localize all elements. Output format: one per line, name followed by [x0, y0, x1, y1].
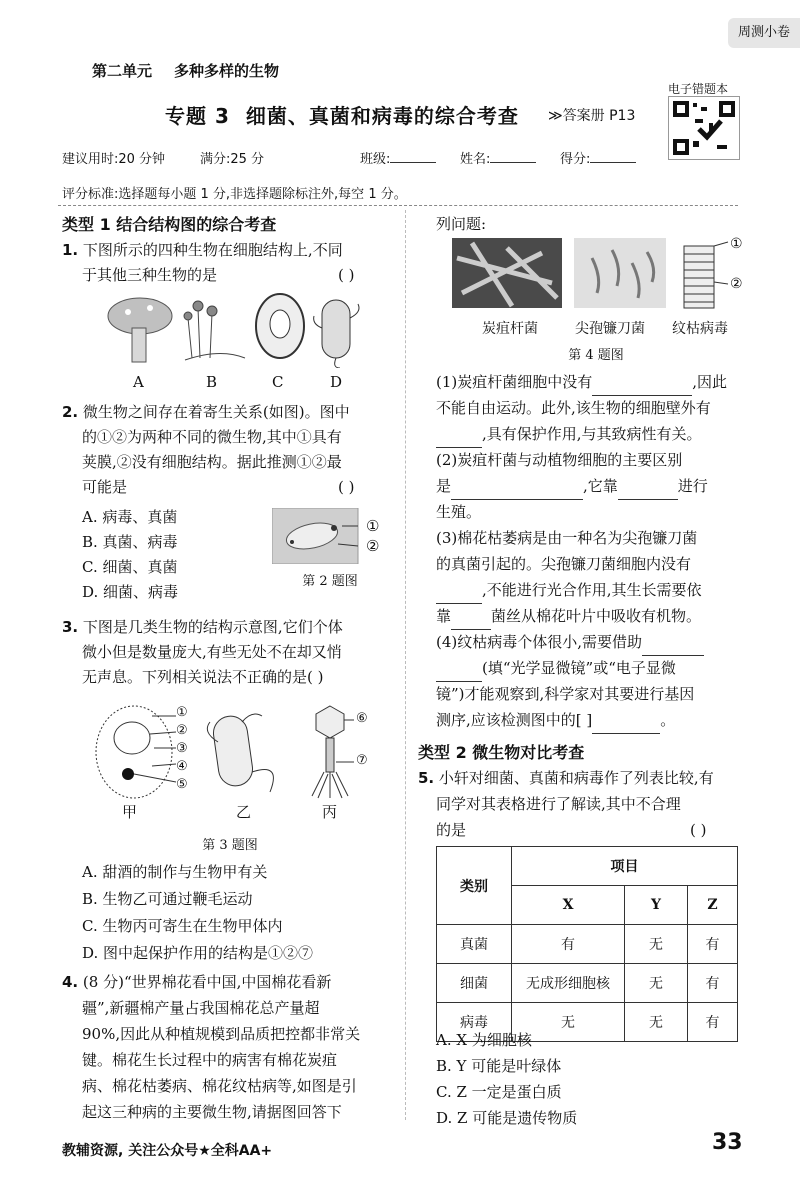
q4-mark-1: ①	[730, 236, 743, 252]
q4-p3-text3: 菌丝从棉花叶片中吸收有机物。	[491, 607, 702, 625]
table-cell: 病毒	[437, 1003, 512, 1042]
column-divider	[405, 210, 406, 1120]
q4-line6: 起这三种病的主要微生物,请据图回答下	[82, 1103, 342, 1121]
q4-p3-line2: 的真菌引起的。尖孢镰刀菌细胞内没有	[436, 555, 692, 573]
table-cell: 有	[688, 1003, 738, 1042]
q4-label-virus: 纹枯病毒	[672, 321, 728, 337]
answer-reference: ≫答案册 P13	[548, 108, 636, 124]
q2-line4: 可能是	[82, 478, 128, 496]
q4-microbes-figure	[452, 238, 742, 310]
q4-p1-text3: ,具有保护作用,与其致病性有关。	[482, 425, 702, 443]
mold-icon	[184, 301, 245, 360]
q1-label-d[interactable]: D	[330, 373, 343, 391]
class-blank[interactable]	[390, 148, 436, 163]
q4-caption: 第 4 题图	[568, 348, 624, 363]
q5-line3: 的是	[436, 821, 467, 839]
type2-heading: 类型 2 微生物对比考查	[418, 743, 585, 762]
q2-number: 2.	[62, 403, 79, 421]
q4-p2-text1: 是	[436, 477, 452, 495]
q5-line2: 同学对其表格进行了解读,其中不合理	[436, 795, 681, 813]
table-cell: 无成形细胞核	[512, 964, 625, 1003]
q4-blank-4[interactable]	[618, 474, 678, 500]
q4-p2-text3: 进行	[677, 477, 708, 495]
q3-number: 3.	[62, 618, 79, 636]
table-cell: 无	[512, 1003, 625, 1042]
q4-line2: 疆”,新疆棉产量占我国棉花总产量超	[82, 999, 320, 1017]
q3-option-d[interactable]: D. 图中起保护作用的结构是①②⑦	[82, 944, 314, 962]
table-cell: 有	[688, 964, 738, 1003]
class-field[interactable]	[360, 148, 436, 167]
q4-p4-text3: 测序,应该检测图中的[ ]	[436, 711, 593, 729]
q3-mark-4: ④	[176, 759, 188, 774]
score-label: 得分:	[560, 152, 591, 167]
q1-line1	[62, 238, 343, 263]
q3-caption: 第 3 题图	[202, 838, 258, 853]
table-header-row	[437, 847, 738, 886]
table-cell: 无	[625, 1003, 688, 1042]
yeast-cell-icon	[256, 294, 304, 358]
q1-label-a[interactable]: A	[133, 373, 144, 391]
q2-option-b[interactable]: B. 真菌、病毒	[82, 533, 178, 551]
qr-label: 电子错题本	[668, 82, 729, 96]
q3-name-yi: 乙	[236, 803, 252, 821]
q4-blank-1[interactable]	[592, 370, 692, 396]
q4-p4-text4: 。	[660, 711, 676, 729]
q4-text1: (8 分)“世界棉花看中国,中国棉花看新	[82, 973, 332, 991]
q4-label-anthrax: 炭疽杆菌	[482, 321, 538, 337]
q3-mark-2: ②	[176, 723, 188, 738]
q4-p2-line1: (2)炭疽杆菌与动植物细胞的主要区别	[436, 451, 683, 469]
q2-line3: 荚膜,②没有细胞结构。据此推测①②最	[82, 453, 342, 471]
q4-line3: 90%,因此从种植规模到品质把控都非常关	[82, 1025, 361, 1043]
anthrax-bacillus-icon	[452, 238, 562, 308]
q4-line4: 键。棉花生长过程中的病害有棉花炭疽	[82, 1051, 338, 1069]
suggested-time: 建议用时:20 分钟	[62, 152, 166, 167]
q2-caption: 第 2 题图	[302, 574, 358, 589]
q4-p2-line2	[436, 474, 708, 500]
unit-number: 第二单元	[92, 62, 153, 80]
fusarium-icon	[574, 238, 666, 308]
page-number: 33	[712, 1130, 743, 1155]
q5-comparison-table	[436, 846, 738, 1042]
q3-mark-5: ⑤	[176, 777, 188, 792]
footer-text: 教辅资源, 关注公众号★全科AA+	[62, 1143, 273, 1159]
table-cell: 有	[688, 925, 738, 964]
q5-text1: 小轩对细菌、真菌和病毒作了列表比较,有	[438, 769, 714, 787]
page-title	[165, 100, 519, 129]
q4-p4-line1	[436, 630, 704, 656]
table-cell: 有	[512, 925, 625, 964]
q2-mark-1: ①	[366, 517, 380, 535]
q5-option-a[interactable]: A. X 为细胞核	[436, 1031, 532, 1049]
q3-option-a[interactable]: A. 甜酒的制作与生物甲有关	[82, 863, 268, 881]
table-header-category: 类别	[437, 847, 512, 925]
unit-heading	[92, 60, 301, 81]
q3-mark-6: ⑥	[356, 711, 368, 726]
q4-label-fusarium: 尖孢镰刀菌	[575, 321, 645, 337]
score-field[interactable]	[560, 148, 636, 167]
table-col-y: Y	[625, 886, 688, 925]
q2-micrograph	[272, 508, 372, 564]
full-score: 满分:25 分	[200, 152, 265, 167]
bacterium-icon	[314, 300, 359, 368]
yeast-structure-icon	[96, 706, 172, 798]
score-blank[interactable]	[590, 148, 636, 163]
q4-blank-3[interactable]	[451, 474, 583, 500]
q3-option-b[interactable]: B. 生物乙可通过鞭毛运动	[82, 890, 253, 908]
q3-structures-figure	[92, 702, 382, 802]
header-divider	[58, 205, 738, 206]
phage-structure-icon	[312, 706, 348, 798]
q4-line1	[62, 970, 331, 995]
table-cell: 无	[625, 964, 688, 1003]
q1-line2: 于其他三种生物的是	[82, 266, 218, 284]
q5-line1	[418, 766, 714, 791]
q3-mark-3: ③	[176, 741, 188, 756]
q4-p3-line3	[436, 578, 702, 604]
q4-p1-line3	[436, 422, 702, 448]
topic-number: 专题 3	[165, 104, 230, 128]
table-cell: 真菌	[437, 925, 512, 964]
q4-p3-text1: ,不能进行光合作用,其生长需要依	[482, 581, 702, 599]
scoring-standard: 评分标准:选择题每小题 1 分,非选择题除标注外,每空 1 分。	[62, 187, 407, 202]
q3-text1: 下图是几类生物的结构示意图,它们个体	[82, 618, 343, 636]
q4-blank-2[interactable]	[436, 422, 482, 448]
q4-p3-line4	[436, 604, 701, 630]
q3-option-c[interactable]: C. 生物丙可寄生在生物甲体内	[82, 917, 283, 935]
q2-option-d[interactable]: D. 细菌、病毒	[82, 583, 179, 601]
q4-number: 4.	[62, 973, 79, 991]
q1-text1: 下图所示的四种生物在细胞结构上,不同	[82, 241, 343, 259]
table-col-z: Z	[688, 886, 738, 925]
q5-option-d[interactable]: D. Z 可能是遗传物质	[436, 1109, 578, 1127]
class-label: 班级:	[360, 152, 391, 167]
table-header-item: 项目	[512, 847, 738, 886]
table-row	[437, 925, 738, 964]
q1-answer-paren[interactable]: ( )	[338, 266, 355, 284]
q5-answer-paren[interactable]: ( )	[690, 821, 707, 839]
q2-option-a[interactable]: A. 病毒、真菌	[82, 508, 178, 526]
q5-number: 5.	[418, 769, 435, 787]
q2-mark-2: ②	[366, 537, 380, 555]
topic-title: 细菌、真菌和病毒的综合考查	[245, 104, 519, 128]
q1-label-b[interactable]: B	[206, 373, 218, 391]
q4-blank-7[interactable]	[642, 630, 704, 656]
q4-blank-9[interactable]	[592, 708, 660, 734]
q2-answer-paren[interactable]: ( )	[338, 478, 355, 496]
type1-heading: 类型 1 结合结构图的综合考查	[62, 215, 277, 234]
q4-p4-line4	[436, 708, 675, 734]
table-row	[437, 964, 738, 1003]
mushroom-icon	[108, 298, 172, 362]
q4-blank-8[interactable]	[436, 656, 482, 682]
q1-number: 1.	[62, 241, 79, 259]
q4-p2-line3: 生殖。	[436, 503, 482, 521]
q4-continued: 列问题:	[436, 215, 487, 233]
q5-option-b[interactable]: B. Y 可能是叶绿体	[436, 1057, 562, 1075]
q3-name-bing: 丙	[322, 803, 338, 821]
q4-p4-line3: 镜”)才能观察到,科学家对其要进行基因	[436, 685, 695, 703]
q2-text1: 微生物之间存在着寄生关系(如图)。图中	[82, 403, 350, 421]
name-label: 姓名:	[460, 152, 491, 167]
weekly-quiz-tag: 周测小卷	[728, 18, 800, 48]
q3-line1	[62, 615, 343, 640]
q2-line2: 的①②为两种不同的微生物,其中①具有	[82, 428, 342, 446]
table-cell: 细菌	[437, 964, 512, 1003]
q4-mark-2: ②	[730, 276, 743, 292]
unit-title: 多种多样的生物	[174, 62, 280, 80]
name-field[interactable]	[460, 148, 536, 167]
q4-p2-text2: ,它靠	[583, 477, 618, 495]
q4-p3-line1: (3)棉花枯萎病是由一种名为尖孢镰刀菌	[436, 529, 698, 547]
bacterium-structure-icon	[207, 714, 273, 792]
q1-label-c[interactable]: C	[272, 373, 284, 391]
q2-line1	[62, 400, 350, 425]
q4-p4-line2	[436, 656, 676, 682]
virus-icon	[684, 242, 728, 308]
q1-organisms-figure	[100, 288, 370, 368]
q3-mark-1: ①	[176, 705, 188, 720]
q3-name-jia: 甲	[122, 803, 138, 821]
name-blank[interactable]	[490, 148, 536, 163]
q3-line3: 无声息。下列相关说法不正确的是( )	[82, 668, 324, 686]
q4-p1-text1: (1)炭疽杆菌细胞中没有	[436, 373, 593, 391]
q4-line5: 病、棉花枯萎病、棉花纹枯病等,如图是引	[82, 1077, 357, 1095]
q3-mark-7: ⑦	[356, 753, 368, 768]
q4-p4-text1: (4)纹枯病毒个体很小,需要借助	[436, 633, 643, 651]
q4-p3-text2: 靠	[436, 607, 452, 625]
q2-option-c[interactable]: C. 细菌、真菌	[82, 558, 178, 576]
qr-code-icon[interactable]	[668, 96, 740, 160]
table-cell: 无	[625, 925, 688, 964]
table-col-x: X	[512, 886, 625, 925]
q4-p1-line1	[436, 370, 727, 396]
q4-p1-line2: 不能自由运动。此外,该生物的细胞壁外有	[436, 399, 711, 417]
q5-option-c[interactable]: C. Z 一定是蛋白质	[436, 1083, 562, 1101]
q4-blank-6[interactable]	[451, 604, 491, 630]
q4-p4-text2: (填“光学显微镜”或“电子显微	[482, 659, 676, 677]
q4-blank-5[interactable]	[436, 578, 482, 604]
q4-p1-text2: ,因此	[692, 373, 728, 391]
q3-line2: 微小但是数量庞大,有些无处不在却又悄	[82, 643, 342, 661]
